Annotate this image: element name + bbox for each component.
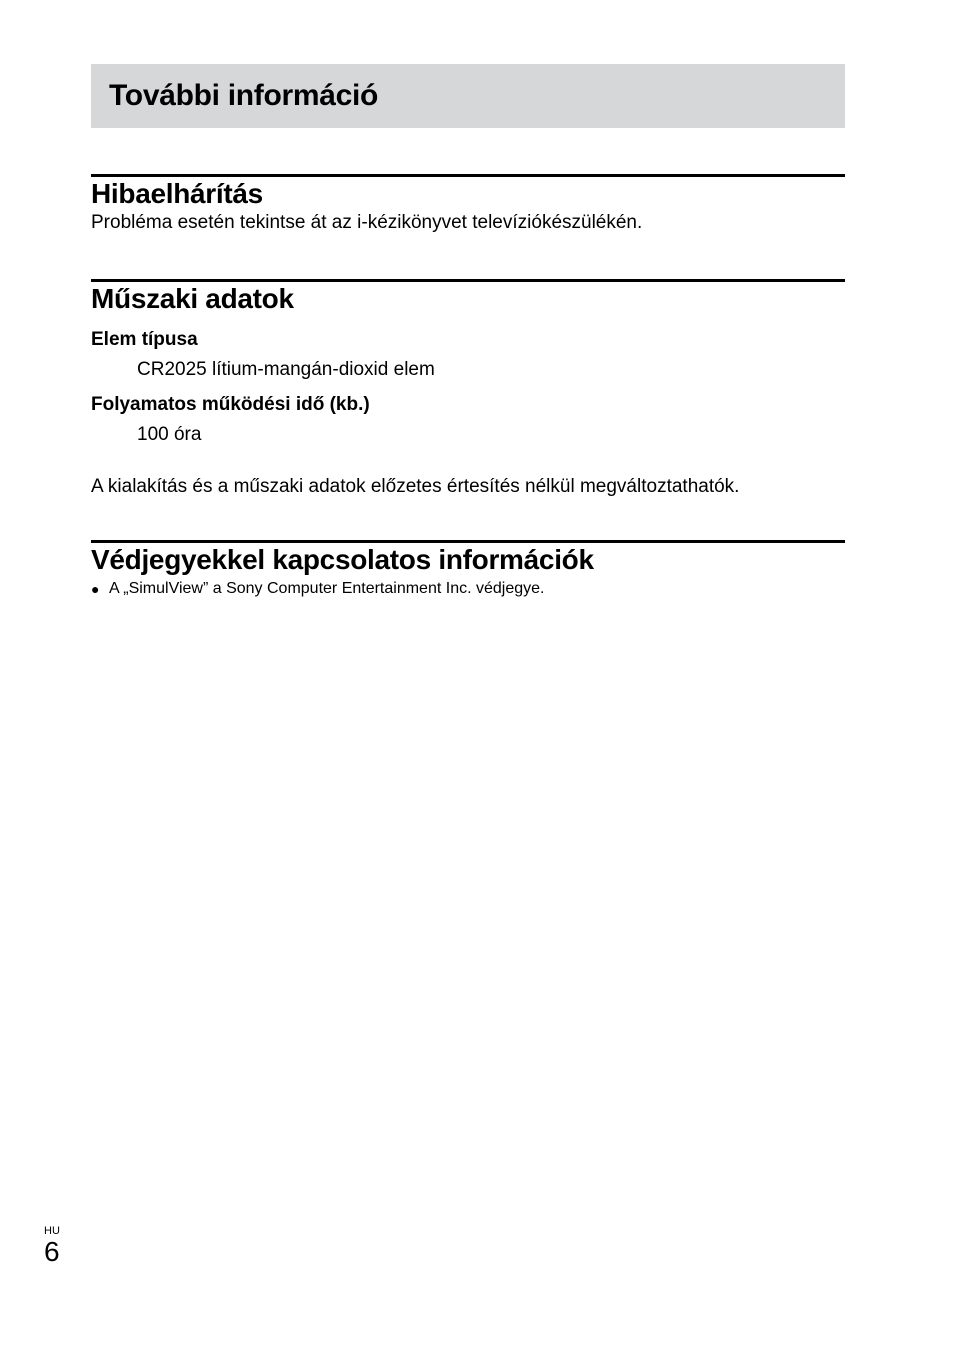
specifications-note: A kialakítás és a műszaki adatok előzetes értesítés nélkül megváltoztathatók. <box>91 476 740 497</box>
section-specifications <box>91 279 845 499</box>
trademarks-heading: Védjegyekkel kapcsolatos információk <box>91 544 594 575</box>
bullet-icon: ● <box>91 581 100 597</box>
chapter-title: További információ <box>109 79 379 112</box>
spec-value-battery-type: CR2025 lítium-mangán-dioxid elem <box>137 359 435 380</box>
page-footer <box>44 1224 60 1267</box>
spec-label-operating-time: Folyamatos működési idő (kb.) <box>91 394 370 415</box>
section-trademarks <box>91 540 845 599</box>
chapter-banner <box>91 64 845 128</box>
section-troubleshooting <box>91 174 845 235</box>
list-item <box>91 579 845 599</box>
trademark-text: A „SimulView” a Sony Computer Entertainment Inc. védjegye. <box>109 580 545 597</box>
spec-label-battery-type: Elem típusa <box>91 329 198 350</box>
page-number: 6 <box>44 1236 60 1267</box>
troubleshooting-text: Probléma esetén tekintse át az i-kézikönyvet televíziókészülékén. <box>91 212 643 233</box>
troubleshooting-heading: Hibaelhárítás <box>91 178 263 209</box>
specifications-heading: Műszaki adatok <box>91 283 294 314</box>
language-code: HU <box>44 1225 60 1237</box>
trademark-list <box>91 579 845 599</box>
spec-value-operating-time: 100 óra <box>137 424 202 445</box>
spec-list <box>91 328 845 447</box>
